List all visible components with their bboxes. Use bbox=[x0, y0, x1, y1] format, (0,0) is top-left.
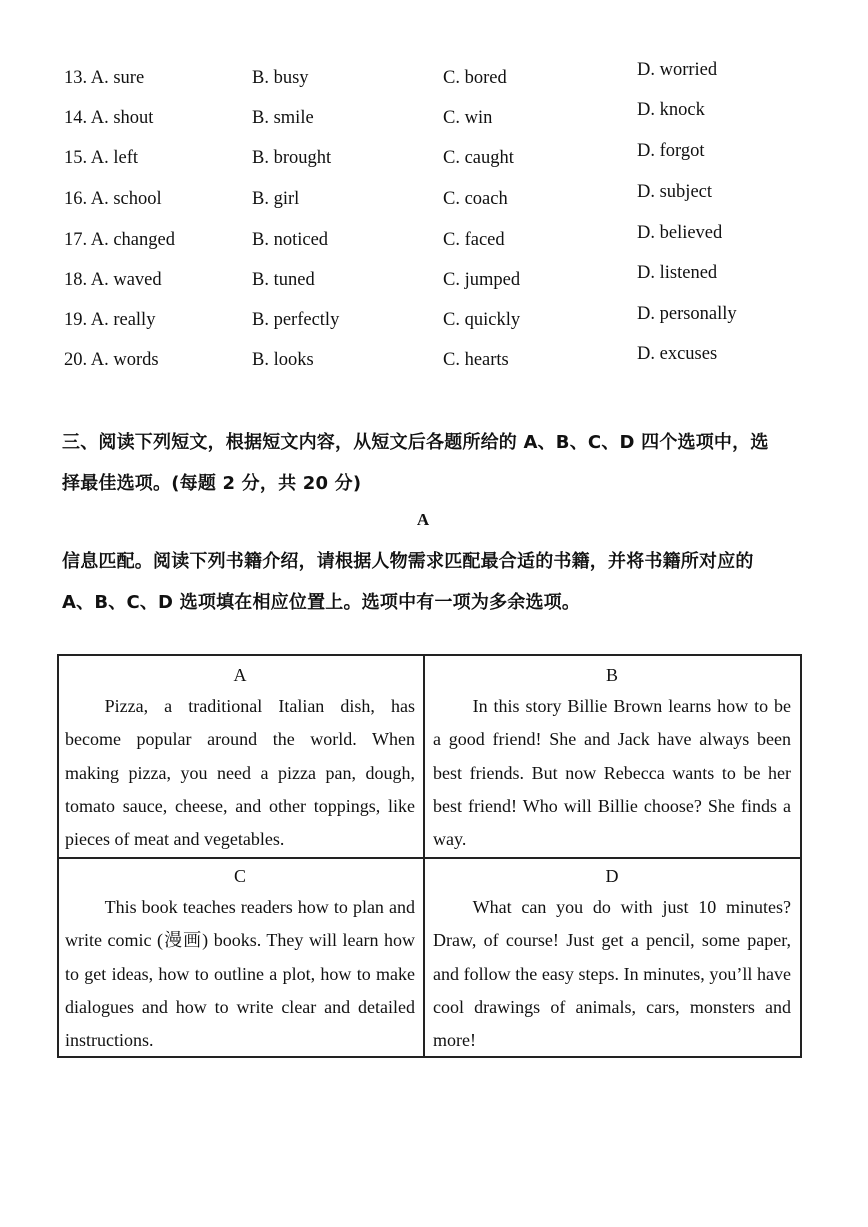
book-table bbox=[57, 654, 802, 1058]
option-row bbox=[0, 60, 868, 98]
option-row bbox=[0, 141, 868, 178]
book-description: This book teaches readers how to plan and write comic (漫画) books. They will learn how to get ideas, how to outline a plot, how to make dialogues and how to write clear and detailed instructions. bbox=[65, 897, 415, 1051]
option-a: 14. A. shout bbox=[64, 108, 154, 128]
option-c: C. quickly bbox=[443, 310, 521, 330]
book-label: D bbox=[605, 866, 619, 886]
option-d: D. listened bbox=[637, 263, 718, 283]
option-d: D. subject bbox=[637, 182, 713, 202]
instruction-line2: A、B、C、D 选项填在相应位置上。选项中有一项为多余选项。 bbox=[62, 592, 581, 613]
option-b: B. tuned bbox=[252, 270, 315, 290]
option-b: B. smile bbox=[252, 108, 314, 128]
option-c: C. caught bbox=[443, 148, 514, 168]
book-cell-d bbox=[433, 861, 791, 1057]
option-a: 20. A. words bbox=[64, 350, 159, 370]
option-a: 17. A. changed bbox=[64, 230, 175, 250]
book-label: A bbox=[233, 665, 247, 685]
option-c: C. bored bbox=[443, 68, 507, 88]
option-c: C. win bbox=[443, 108, 493, 128]
option-b: B. looks bbox=[252, 350, 314, 370]
section-heading-line1: 三、阅读下列短文，根据短文内容，从短文后各题所给的 A、B、C、D 四个选项中，选 bbox=[62, 432, 769, 453]
table-divider-horizontal bbox=[59, 857, 800, 859]
option-row bbox=[0, 223, 868, 260]
option-d: D. personally bbox=[637, 304, 737, 324]
option-d: D. forgot bbox=[637, 141, 705, 161]
option-d: D. believed bbox=[637, 223, 723, 243]
option-row bbox=[0, 304, 868, 340]
instruction-line1: 信息匹配。阅读下列书籍介绍，请根据人物需求匹配最合适的书籍，并将书籍所对应的 bbox=[62, 551, 754, 572]
section-heading-line2: 择最佳选项。(每题 2 分，共 20 分) bbox=[62, 473, 362, 494]
option-d: D. excuses bbox=[637, 344, 718, 364]
option-b: B. perfectly bbox=[252, 310, 340, 330]
option-a: 15. A. left bbox=[64, 148, 138, 168]
option-b: B. busy bbox=[252, 68, 309, 88]
book-label: C bbox=[233, 866, 246, 886]
book-description: Pizza, a traditional Italian dish, has become popular around the world. When making pizza, you need a pizza pan, dough, tomato sauce, cheese, and other toppings, like pieces of meat and vegetables. bbox=[65, 696, 415, 850]
option-a: 18. A. waved bbox=[64, 270, 162, 290]
option-c: C. faced bbox=[443, 230, 505, 250]
book-cell-b bbox=[433, 660, 791, 856]
option-b: B. girl bbox=[252, 189, 300, 209]
part-label: A bbox=[416, 510, 430, 529]
book-description: In this story Billie Brown learns how to be a good friend! She and Jack have always been best friends. But now Rebecca wants to be her best friend! Who will Billie choose? She finds a way. bbox=[433, 696, 791, 850]
option-row bbox=[0, 344, 868, 380]
option-b: B. brought bbox=[252, 148, 332, 168]
option-row bbox=[0, 263, 868, 300]
option-d: D. knock bbox=[637, 100, 705, 120]
option-a: 19. A. really bbox=[64, 310, 156, 330]
book-label: B bbox=[605, 665, 618, 685]
option-d: D. worried bbox=[637, 60, 718, 80]
option-c: C. jumped bbox=[443, 270, 521, 290]
book-description: What can you do with just 10 minutes? Draw, of course! Just get a pencil, some paper, and follow the easy steps. In minutes, you’ll have cool drawings of animals, cars, monsters and more! bbox=[433, 897, 791, 1051]
book-cell-c bbox=[65, 861, 415, 1057]
table-divider-vertical bbox=[423, 656, 425, 1056]
option-c: C. hearts bbox=[443, 350, 509, 370]
option-a: 16. A. school bbox=[64, 189, 162, 209]
option-row bbox=[0, 182, 868, 219]
book-cell-a bbox=[65, 660, 415, 856]
option-c: C. coach bbox=[443, 189, 508, 209]
option-a: 13. A. sure bbox=[64, 68, 145, 88]
option-b: B. noticed bbox=[252, 230, 329, 250]
option-row bbox=[0, 100, 868, 138]
